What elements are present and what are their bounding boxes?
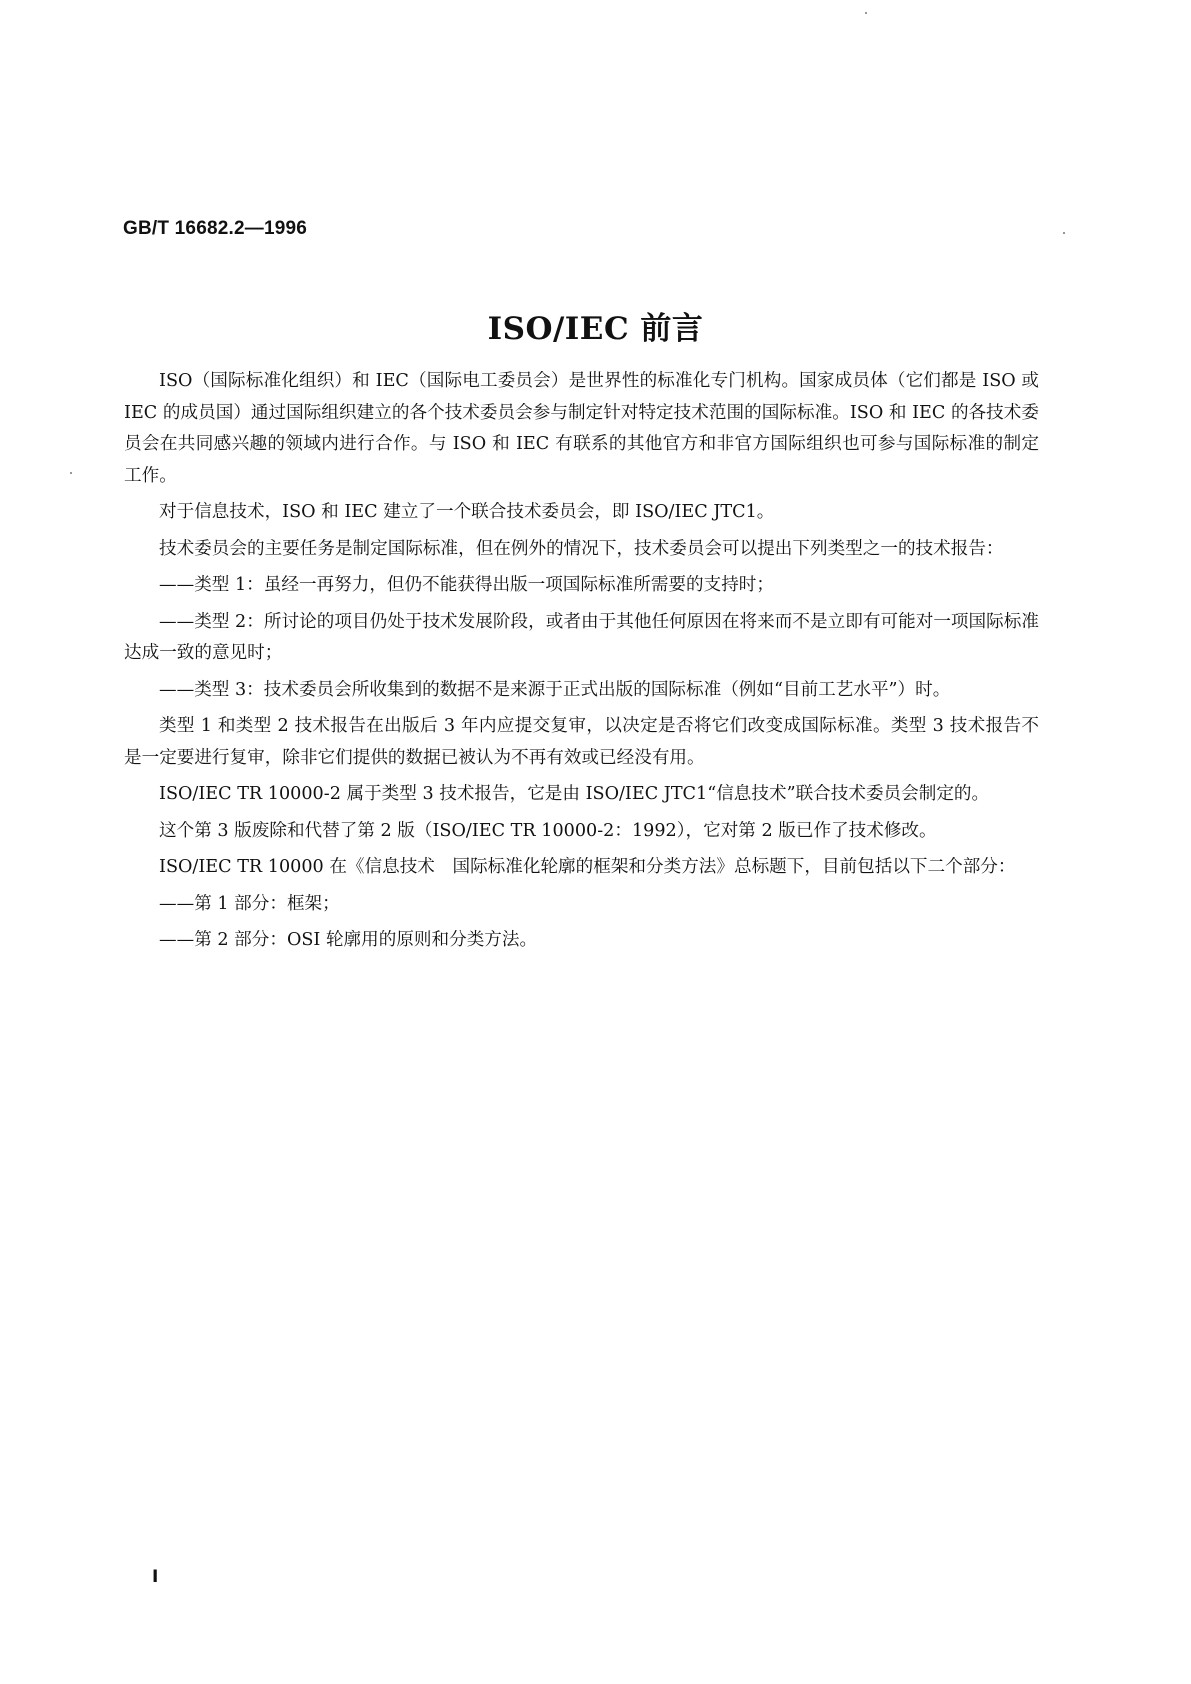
list-item-part-2: ——第 2 部分：OSI 轮廓用的原则和分类方法。: [159, 930, 538, 950]
page-number: Ⅰ: [152, 1567, 159, 1586]
list-item-part-1: ——第 1 部分：框架；: [159, 893, 340, 914]
paragraph-review: 类型 1 和类型 2 技术报告在出版后 3 年内应提交复审，以决定是否将它们改变成国际标准。类型 3 技术报告不是一定要进行复审，除非它们提供的数据已被认为不再有效或已经没有用。: [124, 716, 1039, 768]
page-title: ISO/IEC 前言: [487, 311, 704, 347]
paragraph-parts: ISO/IEC TR 10000 在《信息技术 国际标准化轮廓的框架和分类方法》总标题下，目前包括以下二个部分：: [159, 857, 1016, 877]
paragraph-jtc1: 对于信息技术，ISO 和 IEC 建立了一个联合技术委员会，即 ISO/IEC JTC1。: [159, 502, 775, 522]
paragraph-tasks: 技术委员会的主要任务是制定国际标准，但在例外的情况下，技术委员会可以提出下列类型之一的技术报告：: [159, 538, 1004, 559]
scan-speck: [70, 472, 72, 474]
list-item-type-1: ——类型 1：虽经一再努力，但仍不能获得出版一项国际标准所需要的支持时；: [159, 575, 774, 595]
paragraph-edition: 这个第 3 版废除和代替了第 2 版（ISO/IEC TR 10000-2：1992），它对第 2 版已作了技术修改。: [159, 820, 937, 841]
body-text: [124, 366, 1039, 962]
scan-speck: [865, 12, 867, 14]
standard-code: GB/T 16682.2—1996: [123, 218, 308, 239]
list-item-type-2: ——类型 2：所讨论的项目仍处于技术发展阶段，或者由于其他任何原因在将来而不是立即有可能对一项国际标准达成一致的意见时；: [124, 611, 1039, 663]
paragraph-intro: ISO（国际标准化组织）和 IEC（国际电工委员会）是世界性的标准化专门机构。国家成员体（它们都是 ISO 或 IEC 的成员国）通过国际组织建立的各个技术委员会参与制定针对特定技术范围的国际标准。ISO 和 IEC 的各技术委员会在共同感兴趣的领域内进行合作。与 ISO 和 IEC 有联系的其他官方和非官方国际组织也可参与国际标准的制定工作。: [124, 371, 1039, 486]
paragraph-tr-type: ISO/IEC TR 10000-2 属于类型 3 技术报告，它是由 ISO/IEC JTC1“信息技术”联合技术委员会制定的。: [159, 784, 990, 804]
list-item-type-3: ——类型 3：技术委员会所收集到的数据不是来源于正式出版的国际标准（例如“目前工艺水平”）时。: [159, 679, 951, 700]
scan-speck: [1063, 232, 1065, 234]
